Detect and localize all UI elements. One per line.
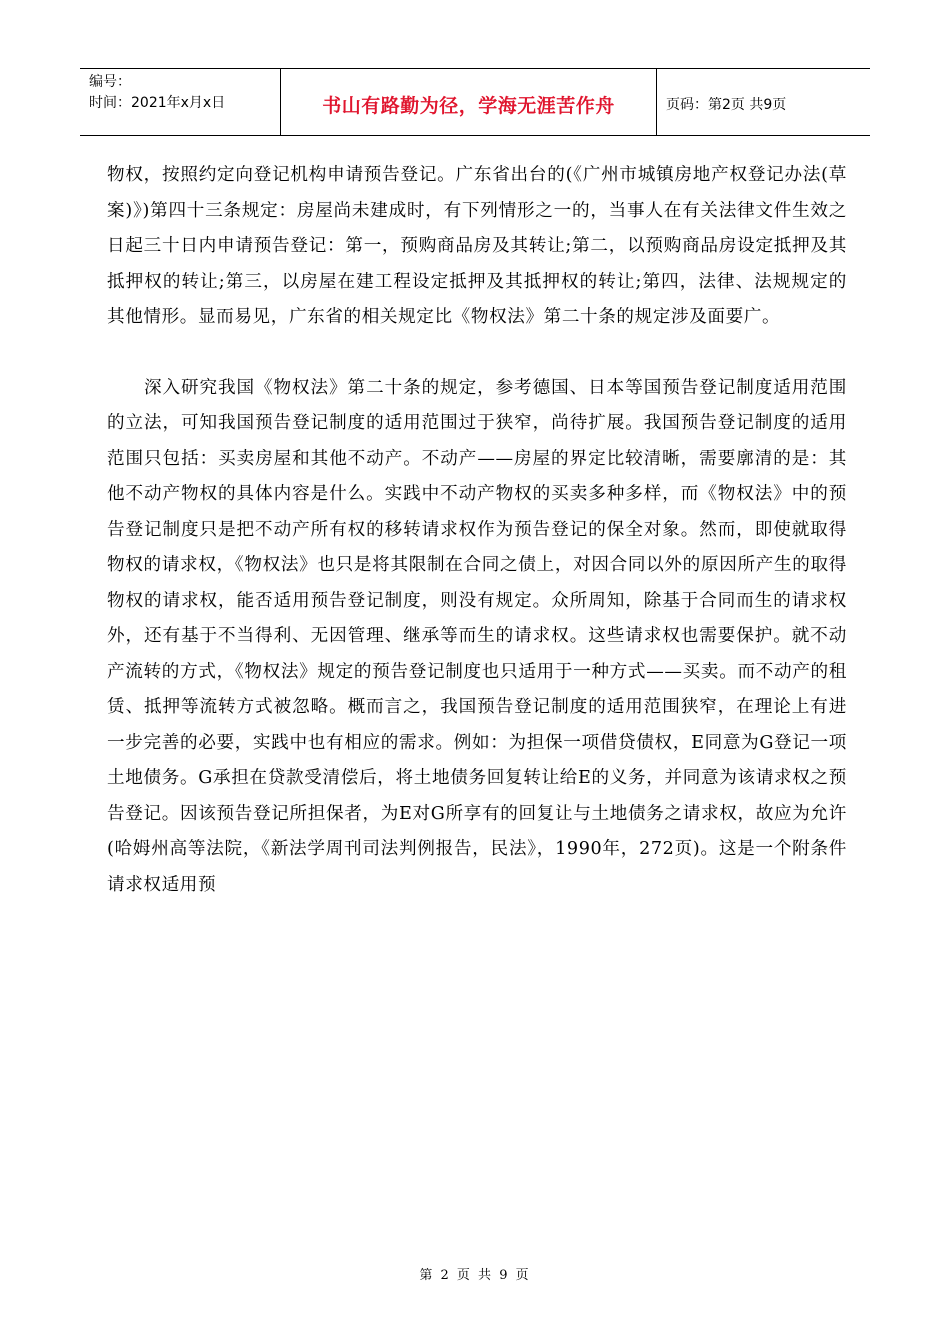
document-header xyxy=(80,68,870,136)
page-footer: 第 2 页 共 9 页 xyxy=(419,1268,531,1283)
paragraph-scope-analysis: 深入研究我国《物权法》第二十条的规定，参考德国、日本等国预告登记制度适用范围的立法，可知我国预告登记制度的适用范围过于狭窄，尚待扩展。我国预告登记制度的适用范围只包括：买卖房屋和其他不动产。不动产——房屋的界定比较清晰，需要廓清的是：其他不动产物权的具体内容是什么。实践中不动产物权的买卖多种多样，而《物权法》中的预告登记制度只是把不动产所有权的移转请求权作为预告登记的保全对象。然而，即使就取得物权的请求权，《物权法》也只是将其限制在合同之债上，对因合同以外的原因所产生的取得物权的请求权，能否适用预告登记制度，则没有规定。众所周知，除基于合同而生的请求权外，还有基于不当得利、无因管理、继承等而生的请求权。这些请求权也需要保护。就不动产流转的方式，《物权法》规定的预告登记制度也只适用于一种方式——买卖。而不动产的租赁、抵押等流转方式被忽略。概而言之，我国预告登记制度的适用范围狭窄，在理论上有进一步完善的必要，实践中也有相应的需求。例如：为担保一项借贷债权，E同意为G登记一项土地债务。G承担在贷款受清偿后，将土地债务回复转让给E的义务，并同意为该请求权之预告登记。因该预告登记所担保者，为E对G所享有的回复让与土地债务之请求权，故应为允许(哈姆州高等法院，《新法学周刊司法判例报告，民法》，1990年，272页)。这是一个附条件请求权适用预 xyxy=(107,377,847,895)
header-date-label: 时间：2021年x月x日 xyxy=(89,95,226,111)
header-number-label: 编号： xyxy=(89,74,131,90)
header-page-label: 页码：第2页 共9页 xyxy=(666,97,787,113)
header-motto: 书山有路勤为径，学海无涯苦作舟 xyxy=(281,69,657,135)
header-meta-cell xyxy=(80,69,281,135)
document-body xyxy=(107,158,847,903)
paragraph-continued: 物权，按照约定向登记机构申请预告登记。广东省出台的(《广州市城镇房地产权登记办法(草案)》)第四十三条规定：房屋尚未建成时，有下列情形之一的，当事人在有关法律文件生效之日起三十日内申请预告登记：第一，预购商品房及其转让;第二，以预购商品房设定抵押及其抵押权的转让;第三，以房屋在建工程设定抵押及其抵押权的转让;第四，法律、法规规定的其他情形。显而易见，广东省的相关规定比《物权法》第二十条的规定涉及面要广。 xyxy=(107,165,847,327)
